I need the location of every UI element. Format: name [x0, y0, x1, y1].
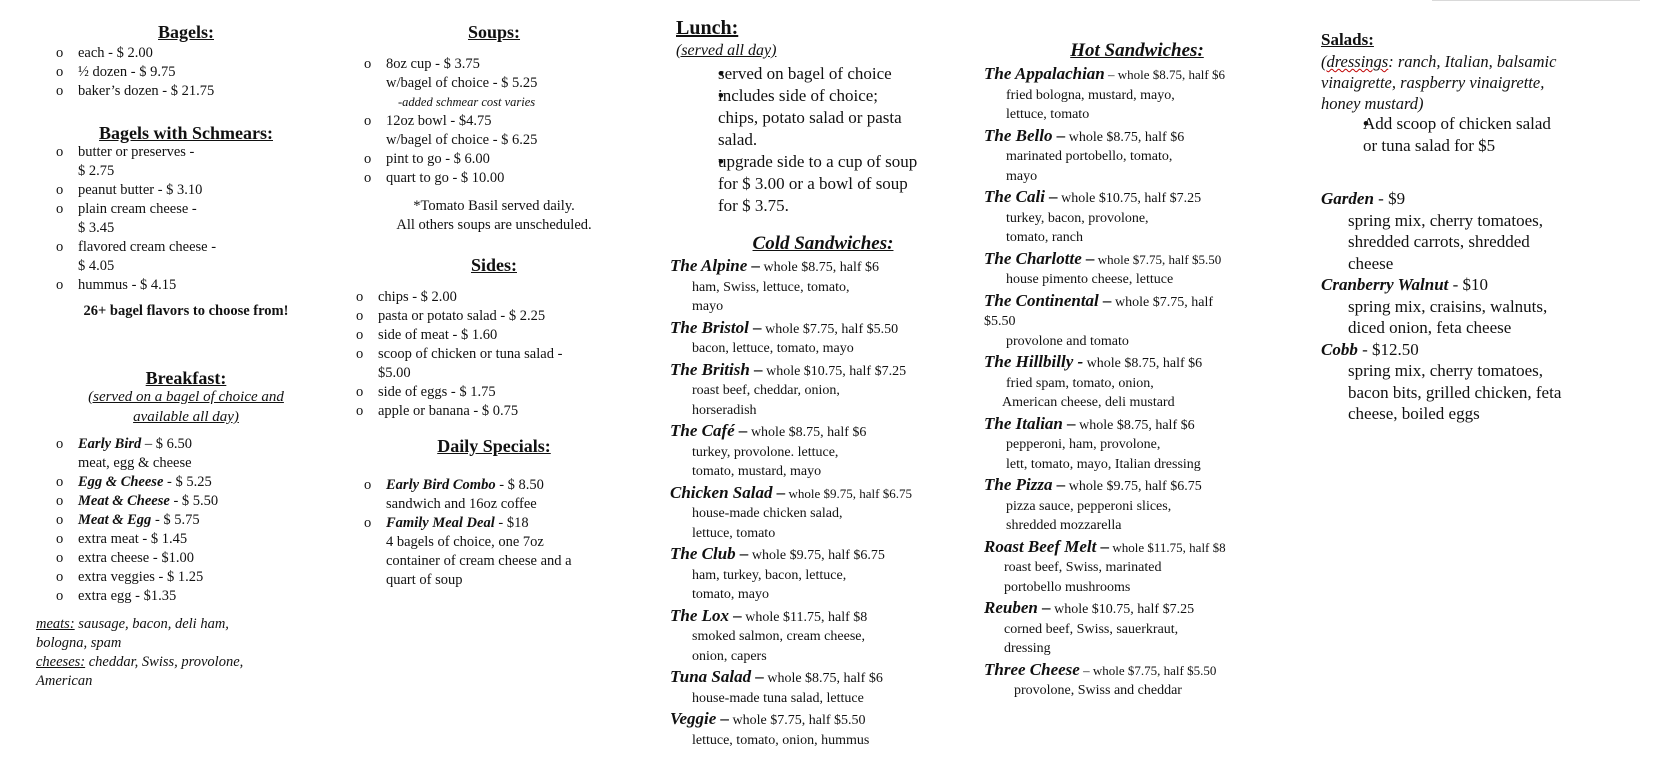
item-desc: quart of soup — [386, 572, 463, 588]
lunch-subtitle: (served all day) — [676, 42, 777, 59]
item-desc: container of cream cheese and a — [386, 553, 572, 569]
item-line: w/bagel of choice - $ 5.25 — [386, 75, 538, 91]
specials-heading: Daily Specials: — [437, 436, 551, 456]
list-item — [36, 492, 336, 511]
bullet-line: upgrade side to a cup of soup — [718, 152, 918, 171]
addon-line: or tuna salad for $5 — [1363, 136, 1496, 155]
list-item — [984, 475, 1304, 536]
list-item — [1321, 339, 1641, 425]
lunch-heading: Lunch: — [676, 17, 739, 39]
item-desc: horseradish — [692, 402, 757, 418]
item-desc: turkey, bacon, provolone, — [1006, 210, 1149, 226]
item-name: The Charlotte – — [984, 248, 1095, 268]
item-desc: onion, capers — [692, 648, 767, 664]
item-desc: ham, Swiss, lettuce, tomato, — [692, 279, 850, 295]
list-item — [670, 421, 980, 482]
item-desc: dressing — [1004, 641, 1051, 656]
item-price: whole $9.75, half $6.75 — [1065, 479, 1202, 494]
list-item — [670, 151, 980, 217]
meats-text: bologna, spam — [36, 635, 122, 651]
list-item — [984, 187, 1304, 248]
item-price: whole $8.75, half $6 — [747, 425, 867, 440]
list-item — [984, 126, 1304, 187]
item-price: extra egg - $1.35 — [78, 588, 177, 604]
list-item — [670, 360, 980, 421]
item-name: The Café – — [670, 421, 748, 440]
item-desc: mayo — [692, 299, 724, 314]
dressings-open: ( — [1321, 52, 1327, 71]
page-edge-line — [1432, 0, 1640, 1]
item-name: The Cali – — [984, 187, 1058, 206]
item-desc: spring mix, cherry tomatoes, — [1348, 361, 1543, 380]
item-line: side of eggs - $ 1.75 — [378, 384, 496, 400]
item-name: Meat & Cheese — [78, 493, 170, 509]
item-price: – whole $7.75, half $5.50 — [1079, 662, 1217, 678]
list-item — [984, 352, 1304, 413]
breakfast-subtitle — [36, 387, 336, 427]
item-price: $5.00 — [378, 365, 411, 381]
item-desc: lettuce, tomato — [692, 525, 776, 541]
schmears-list — [36, 143, 336, 295]
item-price: – $ 6.50 — [141, 436, 192, 452]
item-price: extra cheese - $1.00 — [78, 550, 194, 566]
list-item — [670, 256, 980, 317]
lunch-bullets — [670, 63, 980, 217]
soups-heading: Soups: — [467, 22, 521, 42]
item-price: whole $7.75, half $5.50 — [761, 321, 899, 337]
item-line: butter or preserves - — [78, 144, 195, 160]
cold-sandwiches-heading: Cold Sandwiches: — [752, 233, 894, 254]
item-desc: shredded carrots, shredded — [1348, 232, 1530, 251]
list-item — [344, 476, 664, 514]
bullet-line: for $ 3.75. — [718, 196, 789, 215]
dressings-label: dressings — [1326, 52, 1389, 71]
list-item: o each - $ 2.00 — [36, 44, 336, 63]
list-item — [984, 414, 1304, 475]
item-price: $ 4.05 — [78, 258, 115, 274]
schmear-note: -added schmear cost varies — [398, 95, 536, 109]
item-price: whole $8.75, half $6 — [763, 671, 883, 686]
list-item — [36, 238, 336, 276]
item-name: Veggie – — [670, 709, 730, 728]
soup-daily-note — [344, 197, 644, 235]
list-item — [36, 530, 336, 549]
item-name: The Italian – — [984, 413, 1076, 433]
item-line: w/bagel of choice - $ 6.25 — [386, 132, 538, 148]
item-name: Reuben – — [984, 598, 1051, 617]
item-name: The Hillbilly - — [984, 352, 1084, 371]
list-item — [336, 288, 656, 307]
item-line: scoop of chicken or tuna salad - — [378, 346, 563, 362]
bullet-line: chips, potato salad or pasta — [718, 108, 902, 127]
list-item — [36, 200, 336, 238]
item-name: The British – — [670, 359, 763, 379]
list-item — [670, 483, 980, 544]
list-item — [1321, 188, 1641, 274]
item-price: whole $8.75, half $6 — [1075, 417, 1195, 433]
item-price: $ 3.45 — [78, 220, 115, 236]
list-item — [344, 55, 664, 112]
item-price: whole $8.75, half $6 — [1083, 356, 1203, 371]
salads-list — [1321, 188, 1641, 425]
item-price: - $9 — [1373, 189, 1406, 208]
item-name: Early Bird Combo — [386, 477, 496, 493]
breakfast-heading: Breakfast: — [145, 368, 227, 388]
item-desc: pepperoni, ham, provolone, — [1006, 437, 1161, 452]
dressings-text: : ranch, Italian, balsamic — [1388, 52, 1557, 71]
soups-list — [344, 55, 664, 188]
bullet-line: served on bagel of choice — [718, 64, 892, 83]
list-item — [36, 511, 336, 530]
hot-sandwiches-list — [984, 64, 1304, 702]
item-desc: provolone and tomato — [1006, 333, 1129, 349]
item-name: Tuna Salad – — [670, 667, 764, 686]
item-desc: diced onion, feta cheese — [1348, 318, 1512, 337]
bagels-list — [36, 44, 336, 101]
list-item — [984, 291, 1304, 352]
item-price: whole $7.75, half $5.50 — [729, 713, 866, 728]
item-desc: pizza sauce, pepperoni slices, — [1006, 498, 1172, 514]
item-desc: tomato, mustard, mayo — [692, 464, 822, 479]
meats-label: meats: — [36, 616, 75, 632]
note-line: All others soups are unscheduled. — [396, 217, 592, 233]
dressings-text: vinaigrette, raspberry vinaigrette, — [1321, 73, 1545, 92]
item-line: 8oz cup - $ 3.75 — [386, 56, 480, 72]
sides-heading: Sides: — [470, 255, 517, 275]
item-line: pasta or potato salad - $ 2.25 — [378, 308, 546, 324]
list-item — [984, 249, 1304, 290]
list-item — [336, 383, 656, 402]
item-name: The Alpine – — [670, 256, 761, 275]
list-item — [36, 549, 336, 568]
item-name: Chicken Salad – — [670, 482, 786, 502]
item-desc: ham, turkey, bacon, lettuce, — [692, 567, 847, 583]
item-desc: cheese — [1348, 253, 1394, 273]
item-name: The Bello – — [984, 125, 1066, 145]
bullet-line: salad. — [718, 130, 758, 149]
item-desc: turkey, provolone. lettuce, — [692, 444, 839, 460]
breakfast-subtitle-line: (served on a bagel of choice and — [88, 389, 284, 405]
dressings-text: honey mustard) — [1321, 94, 1424, 113]
item-price: whole $10.75, half $7.25 — [1057, 191, 1202, 206]
item-price: whole $9.75, half $6.75 — [748, 548, 885, 563]
item-price: whole $8.75, half $6 — [760, 260, 880, 275]
list-item — [336, 345, 656, 383]
item-price: whole $10.75, half $7.25 — [762, 363, 907, 379]
item-desc: corned beef, Swiss, sauerkraut, — [1004, 621, 1179, 637]
item-desc: portobello mushrooms — [1004, 579, 1131, 595]
item-desc: lett, tomato, mayo, Italian dressing — [1006, 456, 1201, 472]
list-item — [36, 473, 336, 492]
item-desc: roast beef, Swiss, marinated — [1004, 560, 1162, 575]
item-name: Meat & Egg — [78, 512, 152, 528]
list-item — [670, 709, 980, 750]
item-line: plain cream cheese - — [78, 201, 197, 217]
item-price: - $18 — [494, 515, 529, 531]
item-desc: lettuce, tomato, onion, hummus — [692, 732, 870, 748]
list-item: o ½ dozen - $ 9.75 — [36, 63, 336, 82]
item-desc: marinated portobello, tomato, — [1006, 149, 1173, 164]
item-price: extra veggies - $ 1.25 — [78, 569, 204, 585]
item-line: hummus - $ 4.15 — [78, 277, 177, 293]
item-desc: spring mix, craisins, walnuts, — [1348, 296, 1548, 316]
item-name: The Continental – — [984, 290, 1112, 310]
salad-addon — [1321, 113, 1641, 157]
item-price: extra meat - $ 1.45 — [78, 531, 188, 547]
item-desc: tomato, mayo — [692, 587, 769, 602]
item-name: The Appalachian — [984, 64, 1105, 83]
item-name: Three Cheese — [984, 659, 1080, 679]
list-item — [36, 435, 336, 473]
item-line: pint to go - $ 6.00 — [386, 151, 490, 167]
cheeses-text: American — [36, 673, 93, 689]
item-desc: house-made chicken salad, — [692, 506, 843, 521]
item-desc: cheese, boiled eggs — [1348, 404, 1480, 423]
list-item — [36, 143, 336, 181]
item-price: - $10 — [1448, 275, 1489, 294]
list-item — [36, 587, 336, 606]
list-item — [36, 276, 336, 295]
list-item — [984, 660, 1304, 701]
item-desc: roast beef, cheddar, onion, — [692, 383, 840, 398]
item-price: whole $7.75, half $5.50 — [1094, 251, 1222, 267]
item-desc: shredded mozzarella — [1006, 518, 1122, 533]
item-price: whole $7.75, half — [1111, 294, 1214, 310]
hot-sandwiches-heading: Hot Sandwiches: — [1070, 40, 1204, 61]
list-item — [36, 181, 336, 200]
item-desc: $5.50 — [984, 314, 1016, 329]
bullet-line: for $ 3.00 or a bowl of soup — [718, 174, 908, 193]
item-price: $ 2.75 — [78, 163, 115, 179]
item-line: chips - $ 2.00 — [378, 289, 457, 305]
breakfast-list — [36, 435, 336, 606]
item-name: Roast Beef Melt – — [984, 536, 1110, 556]
item-desc: sandwich and 16oz coffee — [386, 496, 537, 512]
sides-list — [336, 288, 656, 421]
item-name: Cobb — [1321, 339, 1358, 359]
addon-line: Add scoop of chicken salad — [1363, 114, 1551, 133]
item-desc: bacon, lettuce, tomato, mayo — [692, 341, 854, 356]
item-name: Early Bird — [78, 436, 142, 452]
note-line: *Tomato Basil served daily. — [413, 198, 575, 214]
list-item — [670, 667, 980, 708]
list-item — [670, 85, 980, 151]
bullet-line: includes side of choice; — [718, 86, 879, 105]
item-line: quart to go - $ 10.00 — [386, 170, 505, 186]
item-line: peanut butter - $ 3.10 — [78, 182, 203, 198]
item-desc: tomato, ranch — [1006, 230, 1083, 245]
item-line: 12oz bowl - $4.75 — [386, 113, 492, 129]
list-item — [336, 402, 656, 421]
list-item: o baker’s dozen - $ 21.75 — [36, 82, 336, 101]
item-price: - $12.50 — [1357, 339, 1419, 359]
item-desc: house pimento cheese, lettuce — [1006, 272, 1174, 287]
item-name: The Pizza – — [984, 475, 1066, 494]
item-name: Cranberry Walnut — [1321, 275, 1449, 294]
cold-sandwiches-list — [670, 256, 980, 751]
item-desc: American cheese, deli mustard — [1002, 395, 1175, 410]
specials-list — [344, 476, 664, 590]
item-desc: house-made tuna salad, lettuce — [692, 690, 864, 706]
item-desc: lettuce, tomato — [1006, 107, 1090, 122]
item-name: The Club – — [670, 544, 749, 563]
item-price: - $ 5.75 — [151, 512, 200, 528]
salad-dressings — [1321, 51, 1641, 114]
item-name: Garden — [1321, 189, 1374, 208]
item-name: Family Meal Deal — [386, 515, 495, 531]
item-price: whole $10.75, half $7.25 — [1050, 602, 1195, 617]
bagels-heading: Bagels: — [158, 22, 214, 42]
salads-heading: Salads: — [1321, 30, 1374, 49]
list-item — [984, 537, 1304, 598]
item-price: - $ 5.50 — [169, 493, 219, 509]
item-desc: fried spam, tomato, onion, — [1006, 375, 1154, 391]
list-item — [670, 606, 980, 667]
meats-text: sausage, bacon, deli ham, — [74, 616, 229, 632]
item-desc: spring mix, cherry tomatoes, — [1348, 210, 1543, 230]
item-desc: smoked salmon, cream cheese, — [692, 629, 865, 644]
item-line: flavored cream cheese - — [78, 239, 217, 255]
item-price: – whole $8.75, half $6 — [1104, 67, 1225, 82]
item-price: whole $8.75, half $6 — [1065, 129, 1185, 145]
item-price: whole $9.75, half $6.75 — [785, 485, 912, 501]
item-price: - $ 8.50 — [495, 477, 544, 493]
list-item — [336, 307, 656, 326]
list-item — [344, 150, 664, 169]
item-line: side of meat - $ 1.60 — [378, 327, 498, 343]
list-item — [36, 568, 336, 587]
list-item — [984, 64, 1304, 125]
meats-cheeses-note — [36, 615, 336, 691]
cheeses-text: cheddar, Swiss, provolone, — [85, 654, 244, 670]
item-name: The Bristol – — [670, 317, 762, 337]
list-item — [670, 318, 980, 359]
list-item — [1321, 113, 1641, 157]
schmears-heading: Bagels with Schmears: — [99, 123, 273, 143]
list-item — [670, 63, 980, 85]
list-item — [1321, 274, 1641, 339]
item-desc: provolone, Swiss and cheddar — [1014, 683, 1182, 698]
item-line: apple or banana - $ 0.75 — [378, 403, 519, 419]
breakfast-subtitle-line: available all day) — [133, 409, 239, 425]
item-desc: mayo — [1006, 168, 1038, 184]
list-item — [670, 544, 980, 605]
list-item — [344, 169, 664, 188]
item-desc: bacon bits, grilled chicken, feta — [1348, 382, 1562, 402]
list-item — [344, 514, 664, 590]
item-desc: 4 bagels of choice, one 7oz — [386, 534, 544, 550]
item-price: - $ 5.25 — [163, 474, 212, 490]
item-name: The Lox – — [670, 605, 742, 625]
list-item — [344, 112, 664, 150]
item-price: whole $11.75, half $8 — [1109, 539, 1226, 555]
item-desc: meat, egg & cheese — [78, 455, 192, 471]
item-name: Egg & Cheese — [78, 474, 164, 490]
item-price: whole $11.75, half $8 — [741, 609, 868, 625]
flavors-note: 26+ bagel flavors to choose from! — [83, 303, 289, 319]
list-item — [336, 326, 656, 345]
list-item — [984, 598, 1304, 659]
cheeses-label: cheeses: — [36, 654, 86, 670]
item-desc: fried bologna, mustard, mayo, — [1006, 87, 1175, 103]
